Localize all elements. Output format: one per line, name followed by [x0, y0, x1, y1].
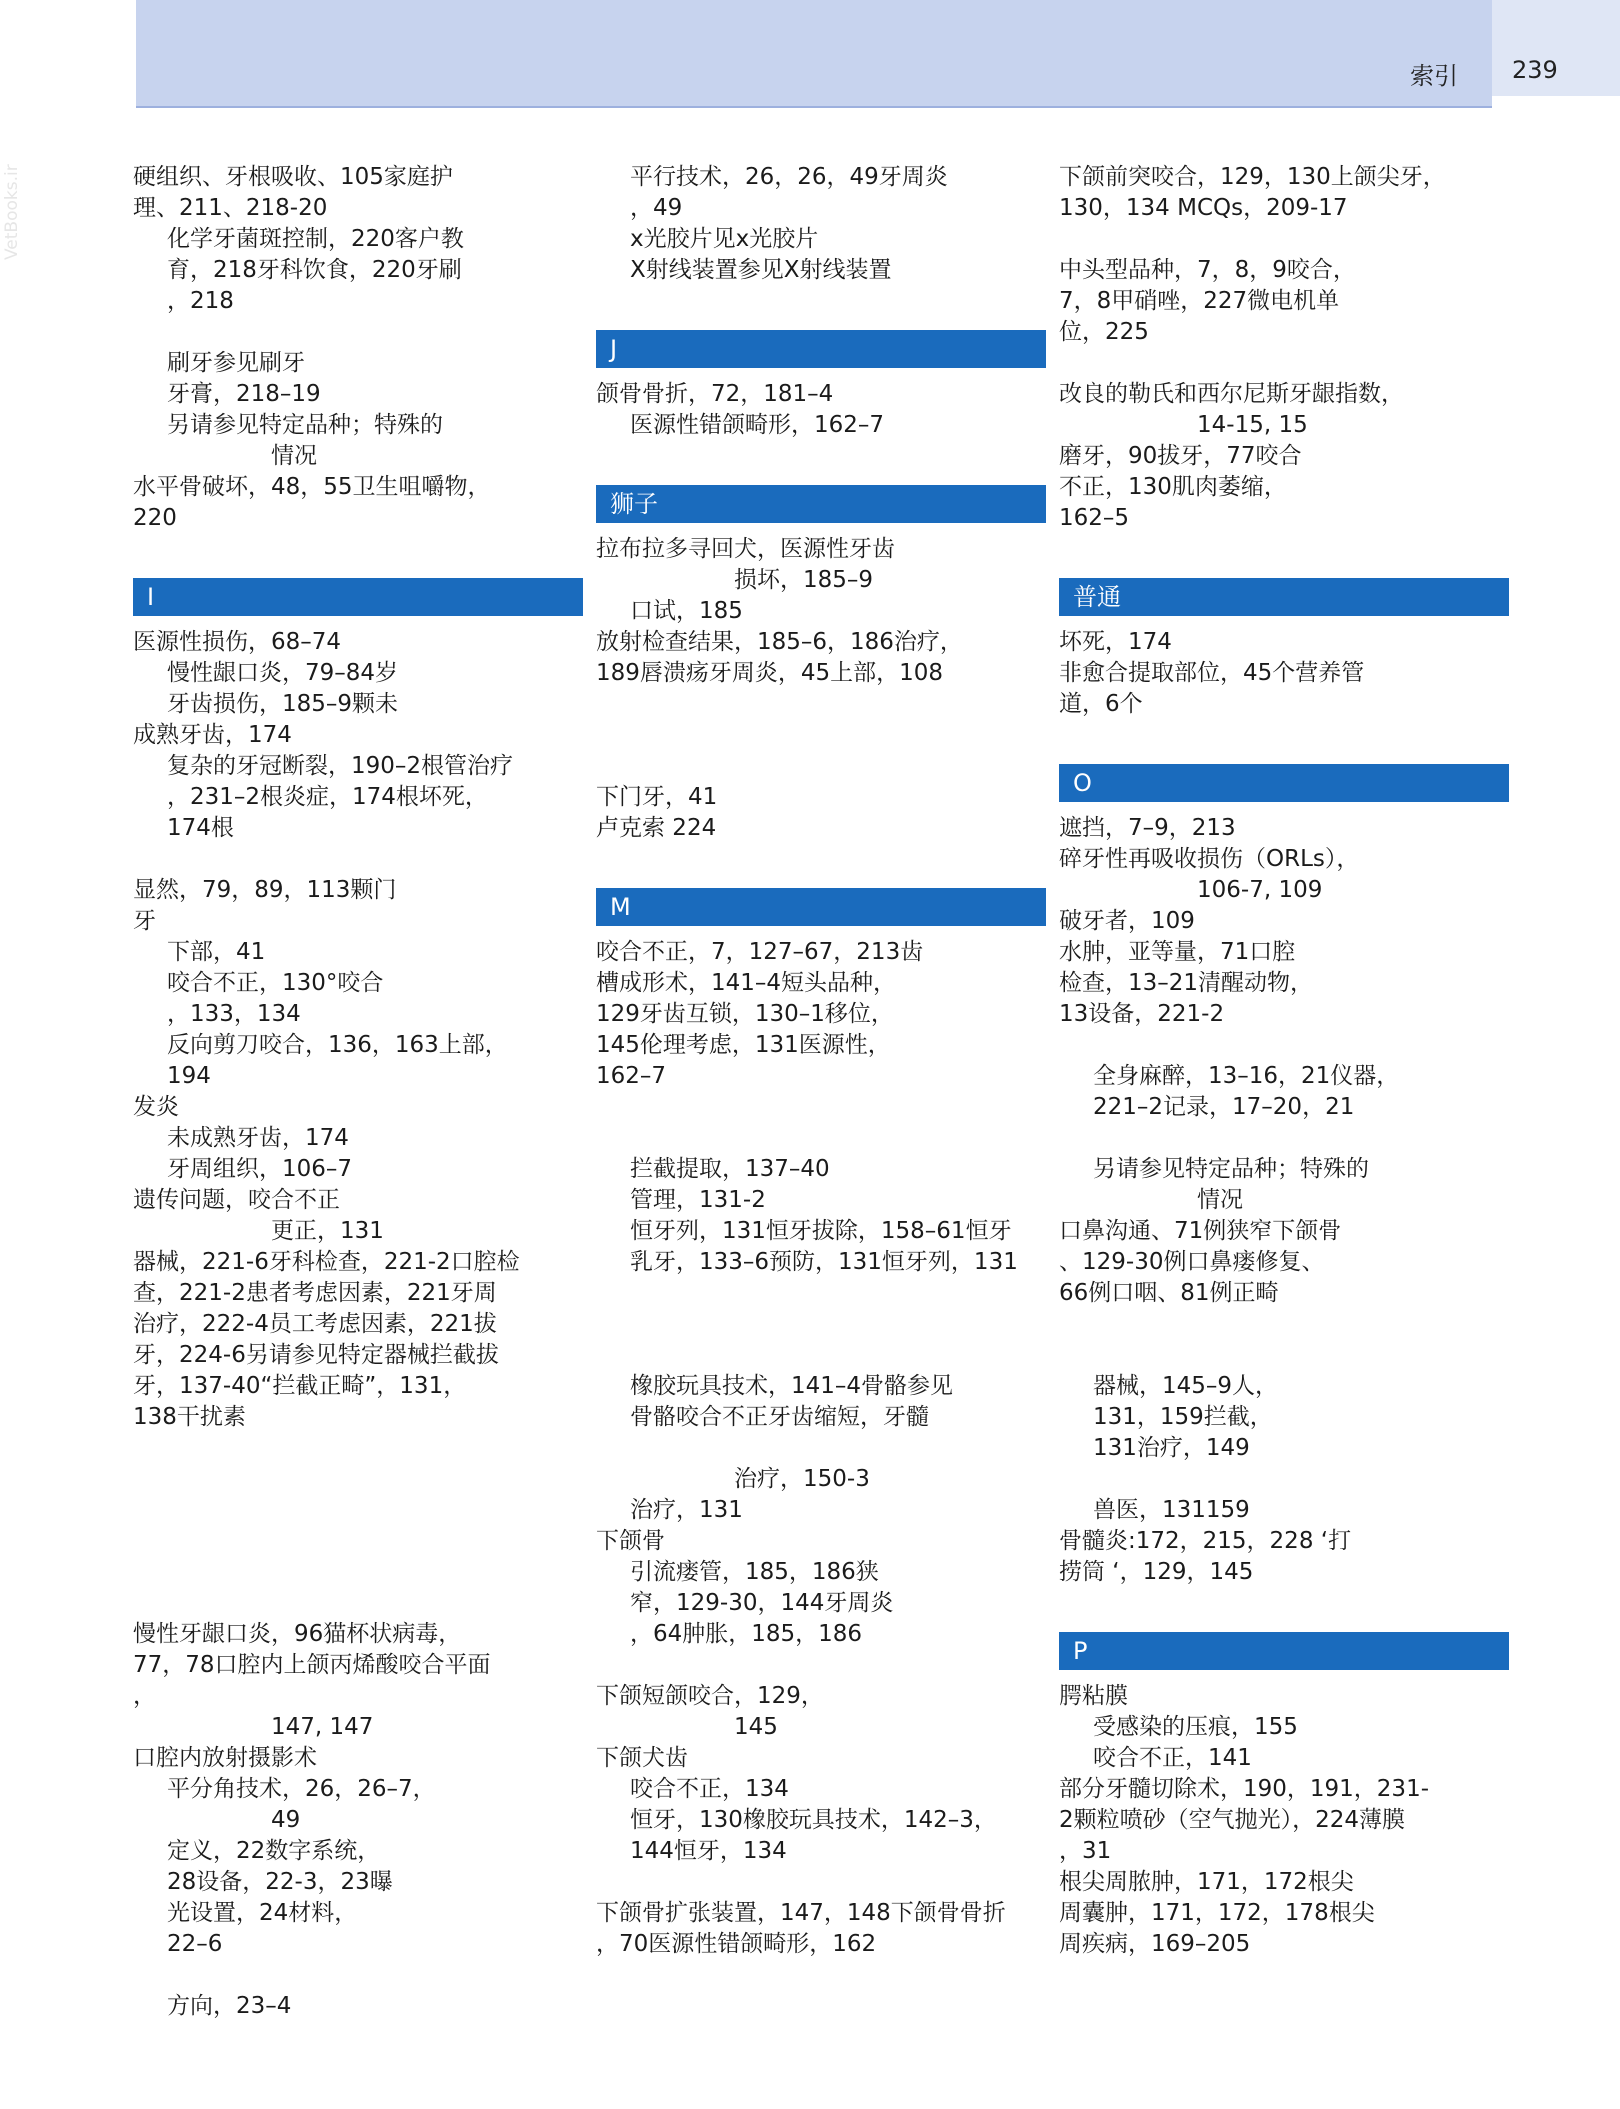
spacer: [596, 844, 1046, 875]
index-subentry: 147, 147: [271, 1714, 374, 1740]
index-subentry: 情况: [1197, 1187, 1243, 1213]
running-head: 索引: [1410, 62, 1458, 90]
index-entry: 成熟牙齿，174: [133, 722, 292, 748]
index-subentry: 复杂的牙冠断裂，190–2根管治疗: [167, 753, 514, 779]
index-entry: 162–5: [1059, 505, 1130, 531]
index-subentry: 乳牙，133–6预防，131恒牙列，131: [630, 1249, 1018, 1275]
index-entry: 7，8甲硝唑，227微电机单: [1059, 288, 1340, 314]
index-entry: 145伦理考虑，131医源性，: [596, 1032, 891, 1058]
index-entry: 水平骨破坏，48，55卫生咀嚼物，: [133, 474, 491, 500]
index-subentry: 另请参见特定品种；特殊的: [167, 412, 443, 438]
index-subentry: 化学牙菌斑控制，220客户教: [167, 226, 464, 252]
index-entry: 颌骨骨折，72，181–4: [596, 381, 834, 407]
index-entry: 口腔内放射摄影术: [133, 1745, 317, 1771]
index-subentry: 橡胶玩具技术，141–4骨骼参见: [630, 1373, 954, 1399]
index-entry: 非愈合提取部位，45个营养管: [1059, 660, 1365, 686]
index-entry: 下颌骨: [596, 1528, 665, 1554]
watermark-text: VetBooks.ir: [2, 164, 22, 260]
spacer: [596, 1092, 1046, 1123]
index-subentry: x光胶片见x光胶片: [630, 226, 819, 252]
index-entry: 改良的勒氏和西尔尼斯牙龈指数，: [1059, 381, 1404, 407]
index-entry: 、129-30例口鼻瘘修复、: [1059, 1249, 1325, 1275]
index-subentry: 未成熟牙齿，174: [167, 1125, 349, 1151]
index-entry: 中头型品种，7，8，9咬合，: [1059, 257, 1356, 283]
index-entry: 138干扰素: [133, 1404, 246, 1430]
index-subentry: 131治疗，149: [1093, 1435, 1250, 1461]
header-band: [136, 0, 1492, 108]
index-subentry: 育，218牙科饮食，220牙刷: [167, 257, 462, 283]
spacer: [596, 1433, 1046, 1464]
index-entry: 66例口咽、81例正畸: [1059, 1280, 1279, 1306]
index-subentry: 14-15, 15: [1197, 412, 1308, 438]
spacer: [1059, 348, 1509, 379]
index-entry: 槽成形术，141–4短头品种，: [596, 970, 897, 996]
spacer: [1059, 1123, 1509, 1154]
index-subentry: 221–2记录，17–20，21: [1093, 1094, 1355, 1120]
index-subentry: 全身麻醉，13–16，21仪器，: [1093, 1063, 1400, 1089]
index-entry: 磨牙，90拔牙，77咬合: [1059, 443, 1302, 469]
spacer: [596, 441, 1046, 472]
index-subentry: 106-7, 109: [1197, 877, 1323, 903]
spacer: [133, 534, 583, 565]
spacer: [596, 1309, 1046, 1340]
index-subentry: 平行技术，26，26，49牙周炎: [630, 164, 948, 190]
index-entry: 器械，221-6牙科检查，221-2口腔检: [133, 1249, 520, 1275]
spacer: [596, 286, 1046, 317]
index-entry: 医源性损伤，68–74: [133, 629, 342, 655]
index-subentry: 咬合不正，134: [630, 1776, 789, 1802]
index-subentry: 平分角技术，26，26–7，: [167, 1776, 436, 1802]
index-subentry: ，64肿胀，185，186: [630, 1621, 863, 1647]
spacer: [133, 1588, 583, 1619]
spacer: [596, 1278, 1046, 1309]
index-entry: 检查，13–21清醒动物，: [1059, 970, 1314, 996]
spacer: [133, 1960, 583, 1991]
index-subentry: 拦截提取，137–40: [630, 1156, 830, 1182]
index-subentry: 引流瘘管，185，186狭: [630, 1559, 879, 1585]
index-subentry: 兽医，131159: [1093, 1497, 1250, 1523]
index-entry: 下颌犬齿: [596, 1745, 688, 1771]
index-subentry: 治疗，131: [630, 1497, 743, 1523]
index-entry: 不正，130肌肉萎缩，: [1059, 474, 1287, 500]
spacer: [133, 1495, 583, 1526]
index-entry: 13设备，221-2: [1059, 1001, 1225, 1027]
index-entry: 咬合不正，7，127–67，213齿: [596, 939, 924, 965]
index-entry: 牙，137-40“拦截正畸”，131，: [133, 1373, 467, 1399]
index-entry: 慢性牙龈口炎，96猫杯状病毒，: [133, 1621, 462, 1647]
spacer: [596, 1650, 1046, 1681]
index-entry: 220: [133, 505, 177, 531]
index-subentry: 管理，131-2: [630, 1187, 766, 1213]
index-entry: 下门牙，41: [596, 784, 718, 810]
index-entry: 道，6个: [1059, 691, 1143, 717]
index-entry: 腭粘膜: [1059, 1683, 1128, 1709]
index-entry: 碎牙性再吸收损伤（ORLs），: [1059, 846, 1360, 872]
index-subentry: 牙齿损伤，185–9颗未: [167, 691, 399, 717]
index-entry: 口鼻沟通、71例狭窄下颌骨: [1059, 1218, 1342, 1244]
spacer: [596, 1867, 1046, 1898]
index-column-1: [133, 162, 583, 2022]
spacer: [1059, 224, 1509, 255]
index-subentry: 牙周组织，106–7: [167, 1156, 353, 1182]
index-entry: 破牙者，109: [1059, 908, 1195, 934]
index-entry: 下颌前突咬合，129，130上颌尖牙，: [1059, 164, 1446, 190]
section-letter-bar: 狮子: [596, 485, 1046, 523]
index-subentry: 情况: [271, 443, 317, 469]
index-subentry: 慢性龈口炎，79–84岁: [167, 660, 399, 686]
index-entry: 部分牙髓切除术，190，191，231-: [1059, 1776, 1429, 1802]
spacer: [1059, 1340, 1509, 1371]
index-subentry: 28设备，22-3，23曝: [167, 1869, 393, 1895]
index-subentry: 更正，131: [271, 1218, 384, 1244]
index-entry: 捞筒 ‘，129，145: [1059, 1559, 1254, 1585]
index-entry: 129牙齿互锁，130–1移位，: [596, 1001, 894, 1027]
index-entry: 根尖周脓肿，171，172根尖: [1059, 1869, 1354, 1895]
index-entry: 遗传问题，咬合不正: [133, 1187, 340, 1213]
index-subentry: 145: [734, 1714, 778, 1740]
spacer: [133, 1433, 583, 1464]
index-entry: 牙，224-6另请参见特定器械拦截拔: [133, 1342, 499, 1368]
section-letter-bar: M: [596, 888, 1046, 926]
index-subentry: 下部，41: [167, 939, 266, 965]
index-subentry: 损坏，185–9: [734, 567, 874, 593]
index-subentry: 另请参见特定品种；特殊的: [1093, 1156, 1369, 1182]
index-entry: 周疾病，169–205: [1059, 1931, 1251, 1957]
spacer: [596, 1123, 1046, 1154]
spacer: [133, 1526, 583, 1557]
index-entry: 卢克索 224: [596, 815, 717, 841]
spacer: [133, 1557, 583, 1588]
spacer: [596, 1340, 1046, 1371]
index-subentry: ，49: [630, 195, 683, 221]
index-subentry: 131，159拦截，: [1093, 1404, 1273, 1430]
section-letter-bar: P: [1059, 1632, 1509, 1670]
index-subentry: 口试，185: [630, 598, 743, 624]
index-subentry: 牙膏，218–19: [167, 381, 321, 407]
index-subentry: 定义，22数字系统，: [167, 1838, 381, 1864]
spacer: [1059, 720, 1509, 751]
spacer: [1059, 1309, 1509, 1340]
index-entry: 位，225: [1059, 319, 1149, 345]
index-subentry: 144恒牙，134: [630, 1838, 787, 1864]
index-subentry: 方向，23–4: [167, 1993, 292, 2019]
index-entry: 周囊肿，171，172，178根尖: [1059, 1900, 1375, 1926]
index-entry: ，70医源性错颌畸形，162: [596, 1931, 877, 1957]
index-entry: ，31: [1059, 1838, 1112, 1864]
index-entry: 下颌骨扩张装置，147，148下颌骨骨折: [596, 1900, 1006, 1926]
index-subentry: 受感染的压痕，155: [1093, 1714, 1298, 1740]
spacer: [1059, 534, 1509, 565]
index-entry: 162–7: [596, 1063, 667, 1089]
spacer: [596, 751, 1046, 782]
index-subentry: 咬合不正，141: [1093, 1745, 1252, 1771]
index-entry: 130，134 MCQs，209-17: [1059, 195, 1348, 221]
index-subentry: ，218: [167, 288, 234, 314]
spacer: [596, 689, 1046, 720]
index-subentry: ，231–2根炎症，174根坏死，: [167, 784, 488, 810]
index-entry: 拉布拉多寻回犬，医源性牙齿: [596, 536, 895, 562]
index-entry: 理、211、218-20: [133, 195, 328, 221]
index-entry: 坏死，174: [1059, 629, 1172, 655]
index-entry: 189唇溃疡牙周炎，45上部，108: [596, 660, 944, 686]
index-subentry: 刷牙参见刷牙: [167, 350, 305, 376]
index-subentry: 194: [167, 1063, 211, 1089]
index-subentry: 22–6: [167, 1931, 223, 1957]
index-entry: 水肿，亚等量，71口腔: [1059, 939, 1296, 965]
index-subentry: X射线装置参见X射线装置: [630, 257, 892, 283]
index-entry: 遮挡，7–9，213: [1059, 815, 1236, 841]
index-subentry: 治疗，150-3: [734, 1466, 870, 1492]
index-entry: 放射检查结果，185–6，186治疗，: [596, 629, 963, 655]
index-entry: 下颌短颌咬合，129，: [596, 1683, 824, 1709]
index-subentry: 咬合不正，130°咬合: [167, 970, 384, 996]
index-subentry: 174根: [167, 815, 234, 841]
index-subentry: 器械，145–9人，: [1093, 1373, 1279, 1399]
index-subentry: 骨骼咬合不正牙齿缩短，牙髓: [630, 1404, 929, 1430]
index-entry: 发炎: [133, 1094, 179, 1120]
index-entry: 2颗粒喷砂（空气抛光），224薄膜: [1059, 1807, 1406, 1833]
index-column-3: [1059, 162, 1509, 1960]
spacer: [596, 720, 1046, 751]
index-subentry: 光设置，24材料，: [167, 1900, 358, 1926]
spacer: [133, 317, 583, 348]
spacer: [1059, 1588, 1509, 1619]
index-subentry: 恒牙，130橡胶玩具技术，142–3，: [630, 1807, 997, 1833]
index-subentry: 医源性错颌畸形，162–7: [630, 412, 885, 438]
index-entry: ，: [133, 1683, 156, 1709]
index-subentry: 窄，129-30，144牙周炎: [630, 1590, 894, 1616]
spacer: [133, 844, 583, 875]
spacer: [1059, 1030, 1509, 1061]
index-entry: 硬组织、牙根吸收、105家庭护: [133, 164, 453, 190]
index-entry: 77，78口腔内上颌丙烯酸咬合平面: [133, 1652, 491, 1678]
index-entry: 查，221-2患者考虑因素，221牙周: [133, 1280, 497, 1306]
index-entry: 治疗，222-4员工考虑因素，221拔: [133, 1311, 497, 1337]
page-number: 239: [1512, 56, 1558, 84]
index-subentry: 49: [271, 1807, 301, 1833]
index-entry: 显然，79，89，113颗门: [133, 877, 397, 903]
section-letter-bar: I: [133, 578, 583, 616]
section-letter-bar: O: [1059, 764, 1509, 802]
spacer: [1059, 1464, 1509, 1495]
index-subentry: 恒牙列，131恒牙拔除，158–61恒牙: [630, 1218, 1012, 1244]
index-subentry: ，133，134: [167, 1001, 301, 1027]
index-entry: 牙: [133, 908, 156, 934]
index-entry: 骨髓炎:172，215，228 ‘打: [1059, 1528, 1352, 1554]
index-subentry: 反向剪刀咬合，136，163上部，: [167, 1032, 508, 1058]
spacer: [133, 1464, 583, 1495]
section-letter-bar: J: [596, 330, 1046, 368]
section-letter-bar: 普通: [1059, 578, 1509, 616]
index-column-2: [596, 162, 1046, 1960]
